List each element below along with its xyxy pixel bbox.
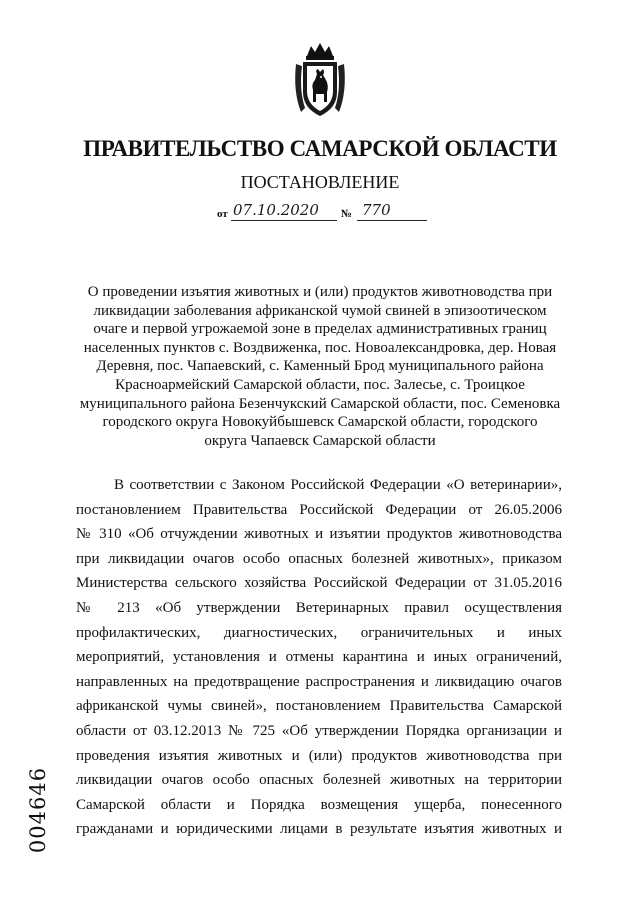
body-line: В соответствии с Законом Российской Федерации «О ветеринарии»,	[114, 477, 562, 493]
body-paragraph	[76, 473, 562, 842]
body-line: области от 03.12.2013 № 725 «Об утверждении Порядка организации и	[76, 722, 562, 739]
subject-line: Деревня, пос. Чапаевский, с. Каменный Брод муниципального района	[96, 358, 544, 375]
number-label: №	[341, 208, 353, 220]
subject-line: муниципального района Безенчукский Самарской области, пос. Семеновка	[79, 395, 561, 412]
number-underline	[357, 220, 427, 221]
body-line: мероприятий, установления и отмены карантина и иных ограничений,	[76, 649, 562, 666]
subject-line: О проведении изъятия животных и (или) продуктов животноводства при	[87, 284, 553, 300]
body-line: Министерства сельского хозяйства Российской Федерации от 31.05.2016	[76, 575, 562, 592]
subject-line: округа Чапаевск Самарской области	[204, 432, 436, 449]
date-label: от	[217, 208, 228, 220]
margin-stamp-number	[24, 766, 52, 854]
body-line: постановлением Правительства Российской Федерации от 26.05.2006	[76, 501, 562, 518]
organization-title: ПРАВИТЕЛЬСТВО САМАРСКОЙ ОБЛАСТИ	[83, 136, 557, 161]
subject-line: ликвидации заболевания африканской чумой свиней в эпизоотическом	[93, 302, 547, 319]
body-line: профилактических, диагностических, ограничительных и иных	[76, 624, 562, 641]
body-line: № 213 «Об утверждении Ветеринарных правил осуществления	[76, 599, 562, 616]
body-line: № 310 «Об отчуждении животных и изъятии продуктов животноводства	[76, 526, 562, 543]
body-line: направленных на предотвращение распространения и ликвидацию очагов	[76, 673, 562, 690]
number-value: 770	[362, 201, 391, 219]
date-underline	[231, 220, 337, 221]
margin-stamp-text: 004646	[26, 766, 50, 854]
body-line: проведения изъятия животных и (или) продуктов животноводства при	[76, 747, 562, 764]
subject-line: населенных пунктов с. Воздвиженка, пос. Новоалександровка, дер. Новая	[83, 339, 557, 356]
body-line: Самарской области и Порядка возмещения ущерба, понесенного	[76, 796, 562, 813]
subject-line: Красноармейский Самарской области, пос. Залесье, с. Троицкое	[115, 376, 525, 393]
body-line: африканской чумы свиней», постановлением Правительства Самарской	[76, 698, 562, 715]
body-line: гражданами и юридическими лицами в результате изъятия животных и	[76, 821, 562, 838]
date-value: 07.10.2020	[233, 201, 319, 219]
coat-of-arms-icon	[293, 42, 347, 120]
body-line: при ликвидации очагов особо опасных болезней животных», приказом	[76, 550, 562, 567]
subject-line: городского округа Новокуйбышевск Самарской области, городского	[102, 414, 538, 431]
document-type: ПОСТАНОВЛЕНИЕ	[240, 172, 400, 192]
subject-heading	[68, 283, 572, 450]
body-line: ликвидации очагов особо опасных болезней животных на территории	[76, 772, 562, 789]
document-date-number-line	[0, 201, 640, 229]
subject-line: очаге и первой угрожаемой зоне в пределах административных границ	[93, 321, 547, 338]
